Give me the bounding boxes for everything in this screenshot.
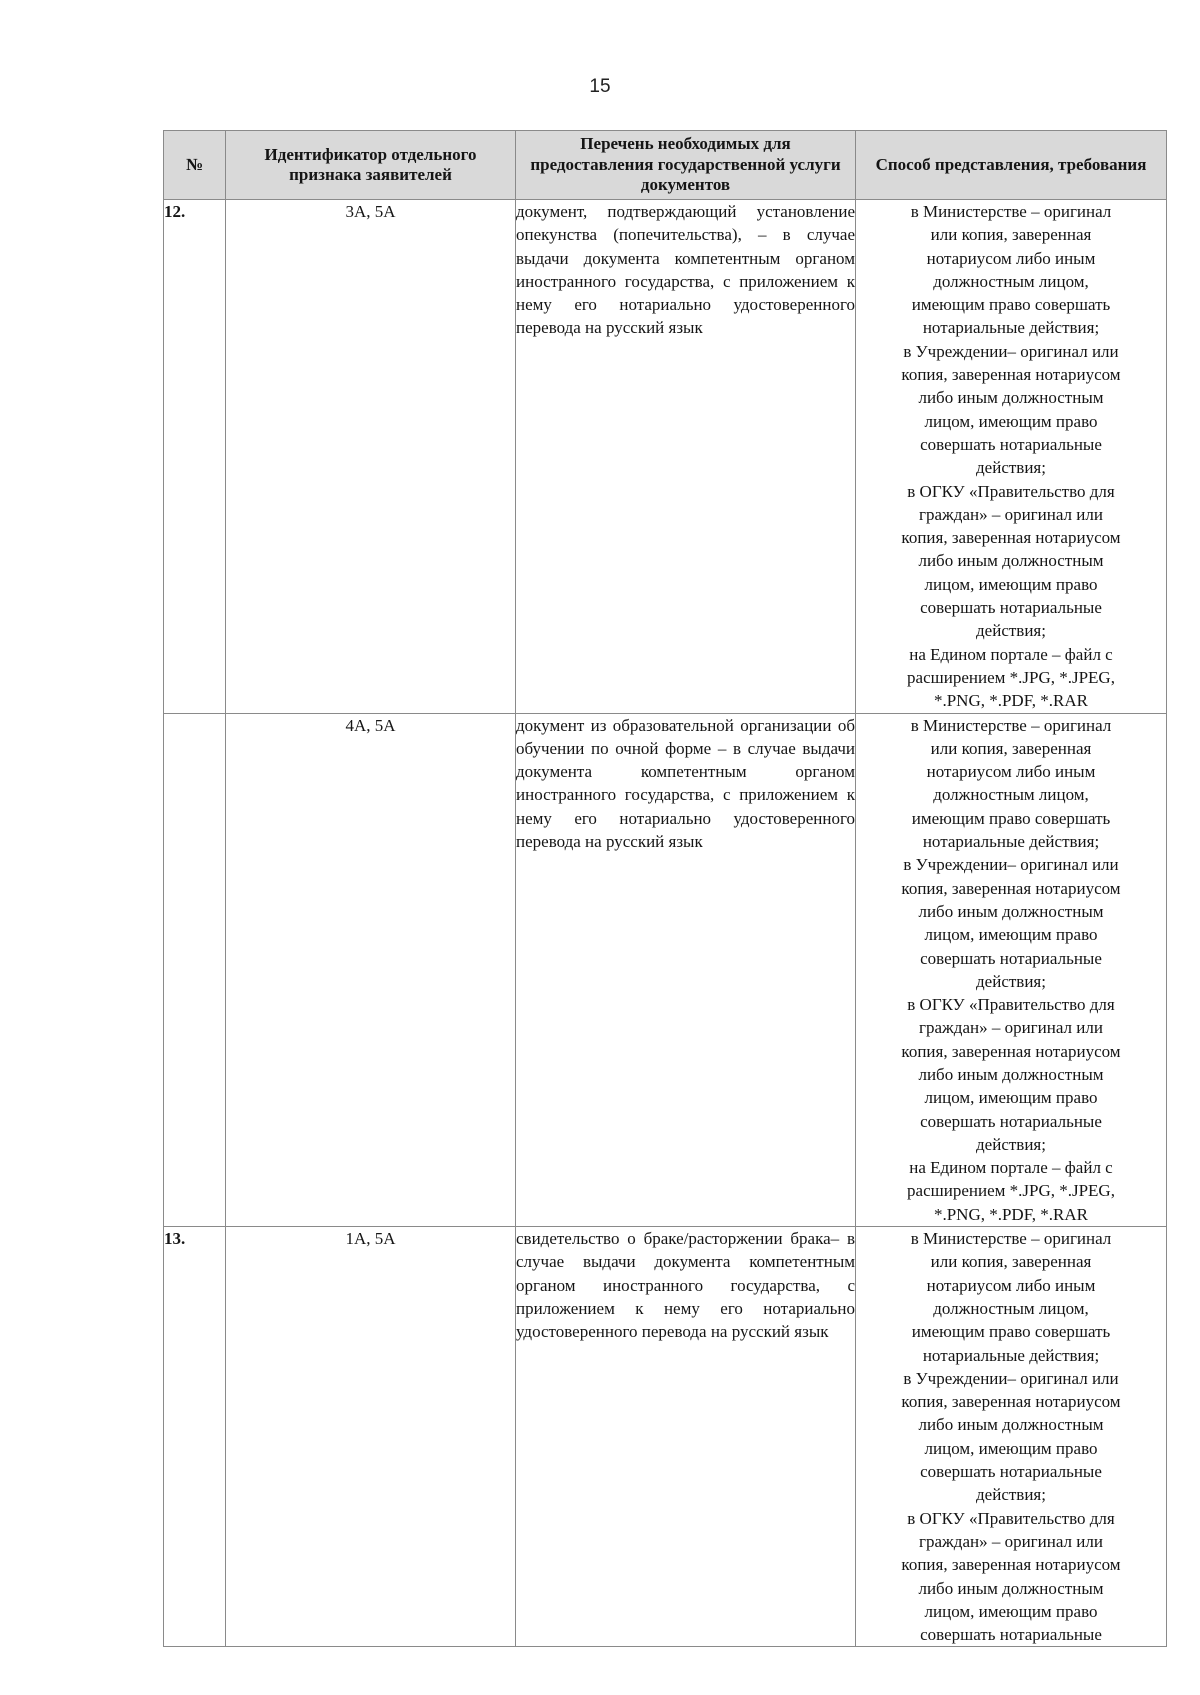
header-method: Способ представления, требования (856, 131, 1167, 200)
row-document-cell (516, 1227, 856, 1647)
row-method: в Министерстве – оригинал или копия, заверенная нотариусом либо иным должностным лицом, имеющим право совершать нотариальные действия; в Учреждении– оригинал или копия, заверенная нотариусом либо иным должностным лицом, имеющим право совершать нотариальные действия; в ОГКУ «Правительство для граждан» – оригинал или копия, заверенная нотариусом либо иным должностным лицом, имеющим право совершать нотариальные (856, 1227, 1167, 1647)
row-document-text: документ из образовательной организации об обучении по очной форме – в случае выдачи документа компетентным органом иностранного государства, с приложением к нему его нотариально удостоверенного перевода на русский язык (516, 715, 855, 852)
page-number: 15 (589, 76, 611, 97)
header-identifier: Идентификатор отдельного признака заявителей (226, 131, 516, 200)
row-identifier: 3А, 5А (226, 200, 516, 714)
documents-table (163, 130, 1167, 1647)
row-method: в Министерстве – оригинал или копия, заверенная нотариусом либо иным должностным лицом, имеющим право совершать нотариальные действия; в Учреждении– оригинал или копия, заверенная нотариусом либо иным должностным лицом, имеющим право совершать нотариальные действия; в ОГКУ «Правительство для граждан» – оригинал или копия, заверенная нотариусом либо иным должностным лицом, имеющим право совершать нотариальные действия; на Едином портале – файл с расширением *.JPG, *.JPEG, *.PNG, *.PDF, *.RAR (856, 713, 1167, 1227)
row-method: в Министерстве – оригинал или копия, заверенная нотариусом либо иным должностным лицом, имеющим право совершать нотариальные действия; в Учреждении– оригинал или копия, заверенная нотариусом либо иным должностным лицом, имеющим право совершать нотариальные действия; в ОГКУ «Правительство для граждан» – оригинал или копия, заверенная нотариусом либо иным должностным лицом, имеющим право совершать нотариальные действия; на Едином портале – файл с расширением *.JPG, *.JPEG, *.PNG, *.PDF, *.RAR (856, 200, 1167, 714)
row-document-cell (516, 200, 856, 714)
header-documents: Перечень необходимых для предоставления государственной услуги документов (516, 131, 856, 200)
row-identifier: 1А, 5А (226, 1227, 516, 1647)
row-number (164, 713, 226, 1227)
table-row (164, 713, 1167, 1227)
row-number: 13. (164, 1227, 226, 1647)
table-header-row (164, 131, 1167, 200)
row-number: 12. (164, 200, 226, 714)
table-row (164, 200, 1167, 714)
row-identifier: 4А, 5А (226, 713, 516, 1227)
row-document-cell (516, 713, 856, 1227)
header-number: № (164, 131, 226, 200)
row-document-text: свидетельство о браке/расторжении брака– в случае выдачи документа компетентным органом иностранного государства, с приложением к нему его нотариально удостоверенного перевода на русский язык (516, 1229, 855, 1342)
row-document-text: документ, подтверждающий установление опекунства (попечительства), – в случае выдачи документа компетентным органом иностранного государства, с приложением к нему его нотариально удостоверенного перевода на русский язык (516, 202, 855, 338)
table-row (164, 1227, 1167, 1647)
